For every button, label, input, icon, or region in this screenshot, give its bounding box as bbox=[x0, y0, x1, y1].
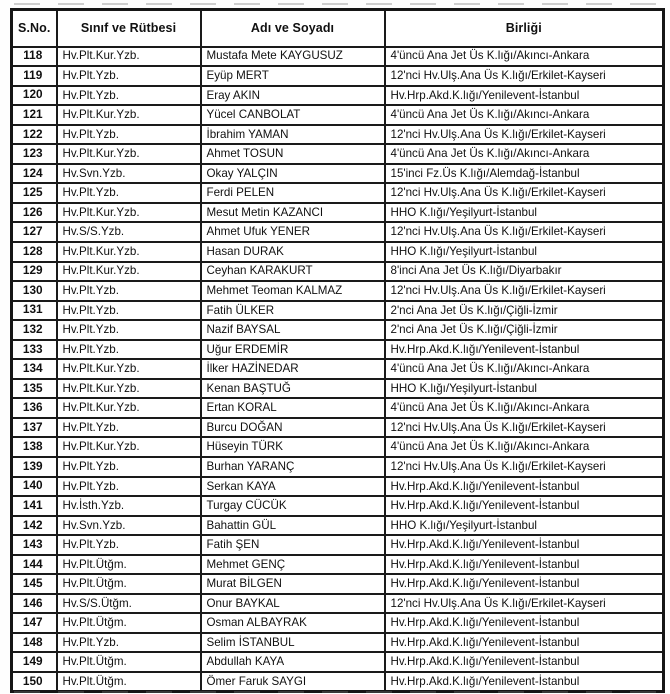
table-row bbox=[12, 418, 664, 438]
cell-sno: 123 bbox=[12, 144, 57, 164]
cell-rank: Hv.Plt.Ütğm. bbox=[57, 613, 201, 633]
cell-unit: HHO K.lığı/Yeşilyurt-İstanbul bbox=[385, 242, 664, 262]
cell-sno: 143 bbox=[12, 535, 57, 555]
cell-name: Mehmet Teoman KALMAZ bbox=[201, 281, 385, 301]
table-row bbox=[12, 242, 664, 262]
cell-name: Bahattin GÜL bbox=[201, 516, 385, 536]
cell-name: Eyüp MERT bbox=[201, 66, 385, 86]
cell-unit: Hv.Hrp.Akd.K.lığı/Yenilevent-İstanbul bbox=[385, 652, 664, 672]
cell-rank: Hv.Svn.Yzb. bbox=[57, 516, 201, 536]
table-row bbox=[12, 555, 664, 575]
cell-name: Kenan BAŞTUĞ bbox=[201, 379, 385, 399]
cell-name: Ferdi PELEN bbox=[201, 183, 385, 203]
cell-name: Ahmet TOSUN bbox=[201, 144, 385, 164]
cell-rank: Hv.Plt.Yzb. bbox=[57, 418, 201, 438]
cell-rank: Hv.Plt.Yzb. bbox=[57, 457, 201, 477]
table-row bbox=[12, 496, 664, 516]
cell-name: Mustafa Mete KAYGUSUZ bbox=[201, 47, 385, 67]
cell-sno: 145 bbox=[12, 574, 57, 594]
cell-rank: Hv.Plt.Yzb. bbox=[57, 340, 201, 360]
table-row bbox=[12, 222, 664, 242]
cell-sno: 147 bbox=[12, 613, 57, 633]
cell-rank: Hv.Plt.Kur.Yzb. bbox=[57, 398, 201, 418]
cell-sno: 126 bbox=[12, 203, 57, 223]
table-row bbox=[12, 594, 664, 614]
header-sno: S.No. bbox=[12, 10, 57, 47]
cell-name: Ertan KORAL bbox=[201, 398, 385, 418]
cell-name: Selim İSTANBUL bbox=[201, 633, 385, 653]
cell-unit: Hv.Hrp.Akd.K.lığı/Yenilevent-İstanbul bbox=[385, 672, 664, 692]
cell-sno: 133 bbox=[12, 340, 57, 360]
cell-sno: 150 bbox=[12, 672, 57, 692]
cell-rank: Hv.Plt.Kur.Yzb. bbox=[57, 144, 201, 164]
cell-unit: Hv.Hrp.Akd.K.lığı/Yenilevent-İstanbul bbox=[385, 613, 664, 633]
cell-name: Mehmet GENÇ bbox=[201, 555, 385, 575]
cell-rank: Hv.Plt.Yzb. bbox=[57, 535, 201, 555]
cell-name: Ceyhan KARAKURT bbox=[201, 262, 385, 282]
table-row bbox=[12, 613, 664, 633]
cell-sno: 120 bbox=[12, 86, 57, 106]
cell-unit: 2'nci Ana Jet Üs K.lığı/Çiğli-İzmir bbox=[385, 301, 664, 321]
cell-rank: Hv.Plt.Kur.Yzb. bbox=[57, 262, 201, 282]
cell-unit: 12'nci Hv.Ulş.Ana Üs K.lığı/Erkilet-Kayseri bbox=[385, 222, 664, 242]
cell-name: Burcu DOĞAN bbox=[201, 418, 385, 438]
cell-rank: Hv.Plt.Yzb. bbox=[57, 125, 201, 145]
cell-name: Burhan YARANÇ bbox=[201, 457, 385, 477]
table-row bbox=[12, 574, 664, 594]
table-row bbox=[12, 281, 664, 301]
cell-rank: Hv.Plt.Ütğm. bbox=[57, 672, 201, 692]
cell-name: Fatih ŞEN bbox=[201, 535, 385, 555]
table-row bbox=[12, 125, 664, 145]
cell-sno: 118 bbox=[12, 47, 57, 67]
cell-unit: 4'üncü Ana Jet Üs K.lığı/Akıncı-Ankara bbox=[385, 47, 664, 67]
header-unit: Birliği bbox=[385, 10, 664, 47]
cell-rank: Hv.Plt.Yzb. bbox=[57, 281, 201, 301]
cell-name: İlker HAZİNEDAR bbox=[201, 359, 385, 379]
cell-sno: 134 bbox=[12, 359, 57, 379]
cell-unit: 12'nci Hv.Ulş.Ana Üs K.lığı/Erkilet-Kayseri bbox=[385, 418, 664, 438]
cell-name: Fatih ÜLKER bbox=[201, 301, 385, 321]
cell-sno: 132 bbox=[12, 320, 57, 340]
cell-name: Okay YALÇIN bbox=[201, 164, 385, 184]
cell-rank: Hv.Plt.Kur.Yzb. bbox=[57, 242, 201, 262]
table-row bbox=[12, 633, 664, 653]
cell-sno: 142 bbox=[12, 516, 57, 536]
cell-name: Serkan KAYA bbox=[201, 477, 385, 497]
cell-sno: 138 bbox=[12, 437, 57, 457]
cell-rank: Hv.Plt.Kur.Yzb. bbox=[57, 105, 201, 125]
cell-rank: Hv.Plt.Ütğm. bbox=[57, 652, 201, 672]
cell-unit: HHO K.lığı/Yeşilyurt-İstanbul bbox=[385, 379, 664, 399]
cell-rank: Hv.Plt.Kur.Yzb. bbox=[57, 437, 201, 457]
cell-unit: 12'nci Hv.Ulş.Ana Üs K.lığı/Erkilet-Kayseri bbox=[385, 66, 664, 86]
cell-unit: 4'üncü Ana Jet Üs K.lığı/Akıncı-Ankara bbox=[385, 398, 664, 418]
cell-name: İbrahim YAMAN bbox=[201, 125, 385, 145]
cell-rank: Hv.Plt.Yzb. bbox=[57, 477, 201, 497]
cell-rank: Hv.Plt.Ütğm. bbox=[57, 555, 201, 575]
table-body bbox=[12, 47, 664, 692]
table-row bbox=[12, 340, 664, 360]
cell-rank: Hv.Plt.Yzb. bbox=[57, 86, 201, 106]
cell-sno: 140 bbox=[12, 477, 57, 497]
cell-rank: Hv.Svn.Yzb. bbox=[57, 164, 201, 184]
table-row bbox=[12, 672, 664, 692]
cell-name: Ömer Faruk SAYGI bbox=[201, 672, 385, 692]
cell-rank: Hv.Plt.Yzb. bbox=[57, 183, 201, 203]
cell-sno: 136 bbox=[12, 398, 57, 418]
cell-sno: 144 bbox=[12, 555, 57, 575]
cell-name: Ahmet Ufuk YENER bbox=[201, 222, 385, 242]
table-row bbox=[12, 203, 664, 223]
table-row bbox=[12, 301, 664, 321]
cell-name: Turgay CÜCÜK bbox=[201, 496, 385, 516]
table-row bbox=[12, 164, 664, 184]
table-row bbox=[12, 86, 664, 106]
cell-sno: 125 bbox=[12, 183, 57, 203]
table-header-row bbox=[12, 10, 664, 47]
cell-rank: Hv.İsth.Yzb. bbox=[57, 496, 201, 516]
cell-sno: 148 bbox=[12, 633, 57, 653]
cell-sno: 122 bbox=[12, 125, 57, 145]
table-row bbox=[12, 457, 664, 477]
cell-name: Abdullah KAYA bbox=[201, 652, 385, 672]
cell-unit: Hv.Hrp.Akd.K.lığı/Yenilevent-İstanbul bbox=[385, 477, 664, 497]
cell-unit: 2'nci Ana Jet Üs K.lığı/Çiğli-İzmir bbox=[385, 320, 664, 340]
cell-sno: 124 bbox=[12, 164, 57, 184]
cell-sno: 128 bbox=[12, 242, 57, 262]
cell-rank: Hv.Plt.Kur.Yzb. bbox=[57, 359, 201, 379]
cell-unit: 4'üncü Ana Jet Üs K.lığı/Akıncı-Ankara bbox=[385, 437, 664, 457]
cell-rank: Hv.Plt.Ütğm. bbox=[57, 574, 201, 594]
cell-name: Uğur ERDEMİR bbox=[201, 340, 385, 360]
cell-name: Onur BAYKAL bbox=[201, 594, 385, 614]
cell-unit: 4'üncü Ana Jet Üs K.lığı/Akıncı-Ankara bbox=[385, 144, 664, 164]
cell-unit: 4'üncü Ana Jet Üs K.lığı/Akıncı-Ankara bbox=[385, 359, 664, 379]
cell-name: Eray AKIN bbox=[201, 86, 385, 106]
cell-rank: Hv.Plt.Yzb. bbox=[57, 320, 201, 340]
cell-rank: Hv.Plt.Yzb. bbox=[57, 66, 201, 86]
table-row bbox=[12, 144, 664, 164]
table-row bbox=[12, 477, 664, 497]
cell-unit: 12'nci Hv.Ulş.Ana Üs K.lığı/Erkilet-Kayseri bbox=[385, 183, 664, 203]
cell-rank: Hv.Plt.Kur.Yzb. bbox=[57, 203, 201, 223]
header-name: Adı ve Soyadı bbox=[201, 10, 385, 47]
table-row bbox=[12, 262, 664, 282]
cell-sno: 135 bbox=[12, 379, 57, 399]
cell-name: Osman ALBAYRAK bbox=[201, 613, 385, 633]
table-row bbox=[12, 183, 664, 203]
cell-rank: Hv.Plt.Kur.Yzb. bbox=[57, 47, 201, 67]
table-row bbox=[12, 105, 664, 125]
table-row bbox=[12, 320, 664, 340]
table-row bbox=[12, 516, 664, 536]
cell-unit: 8'inci Ana Jet Üs K.lığı/Diyarbakır bbox=[385, 262, 664, 282]
cell-sno: 146 bbox=[12, 594, 57, 614]
cell-unit: Hv.Hrp.Akd.K.lığı/Yenilevent-İstanbul bbox=[385, 496, 664, 516]
cell-sno: 141 bbox=[12, 496, 57, 516]
cell-rank: Hv.Plt.Yzb. bbox=[57, 633, 201, 653]
cell-sno: 131 bbox=[12, 301, 57, 321]
header-rank: Sınıf ve Rütbesi bbox=[57, 10, 201, 47]
cell-rank: Hv.Plt.Kur.Yzb. bbox=[57, 379, 201, 399]
cell-unit: Hv.Hrp.Akd.K.lığı/Yenilevent-İstanbul bbox=[385, 555, 664, 575]
personnel-table bbox=[10, 8, 665, 693]
cell-unit: HHO K.lığı/Yeşilyurt-İstanbul bbox=[385, 516, 664, 536]
cell-name: Hüseyin TÜRK bbox=[201, 437, 385, 457]
cell-sno: 129 bbox=[12, 262, 57, 282]
cell-name: Nazif BAYSAL bbox=[201, 320, 385, 340]
cell-unit: Hv.Hrp.Akd.K.lığı/Yenilevent-İstanbul bbox=[385, 574, 664, 594]
cell-unit: 12'nci Hv.Ulş.Ana Üs K.lığı/Erkilet-Kayseri bbox=[385, 594, 664, 614]
cell-sno: 137 bbox=[12, 418, 57, 438]
cell-name: Mesut Metin KAZANCI bbox=[201, 203, 385, 223]
cell-unit: 15'inci Fz.Üs K.lığı/Alemdağ-İstanbul bbox=[385, 164, 664, 184]
cell-unit: Hv.Hrp.Akd.K.lığı/Yenilevent-İstanbul bbox=[385, 535, 664, 555]
cell-unit: 12'nci Hv.Ulş.Ana Üs K.lığı/Erkilet-Kayseri bbox=[385, 281, 664, 301]
cell-rank: Hv.S/S.Ütğm. bbox=[57, 594, 201, 614]
cell-unit: Hv.Hrp.Akd.K.lığı/Yenilevent-İstanbul bbox=[385, 340, 664, 360]
cell-unit: 4'üncü Ana Jet Üs K.lığı/Akıncı-Ankara bbox=[385, 105, 664, 125]
cell-sno: 139 bbox=[12, 457, 57, 477]
cell-unit: Hv.Hrp.Akd.K.lığı/Yenilevent-İstanbul bbox=[385, 633, 664, 653]
cell-name: Hasan DURAK bbox=[201, 242, 385, 262]
cell-rank: Hv.Plt.Yzb. bbox=[57, 301, 201, 321]
table-row bbox=[12, 437, 664, 457]
cell-sno: 121 bbox=[12, 105, 57, 125]
cell-name: Murat BİLGEN bbox=[201, 574, 385, 594]
cell-sno: 130 bbox=[12, 281, 57, 301]
table-row bbox=[12, 47, 664, 67]
table-row bbox=[12, 398, 664, 418]
cell-unit: 12'nci Hv.Ulş.Ana Üs K.lığı/Erkilet-Kayseri bbox=[385, 457, 664, 477]
cell-sno: 149 bbox=[12, 652, 57, 672]
table-row bbox=[12, 652, 664, 672]
cell-sno: 119 bbox=[12, 66, 57, 86]
cell-rank: Hv.S/S.Yzb. bbox=[57, 222, 201, 242]
cell-name: Yücel CANBOLAT bbox=[201, 105, 385, 125]
table-row bbox=[12, 535, 664, 555]
cell-unit: 12'nci Hv.Ulş.Ana Üs K.lığı/Erkilet-Kayseri bbox=[385, 125, 664, 145]
table-row bbox=[12, 379, 664, 399]
cell-unit: HHO K.lığı/Yeşilyurt-İstanbul bbox=[385, 203, 664, 223]
cell-sno: 127 bbox=[12, 222, 57, 242]
table-row bbox=[12, 359, 664, 379]
cell-unit: Hv.Hrp.Akd.K.lığı/Yenilevent-İstanbul bbox=[385, 86, 664, 106]
table-row bbox=[12, 66, 664, 86]
